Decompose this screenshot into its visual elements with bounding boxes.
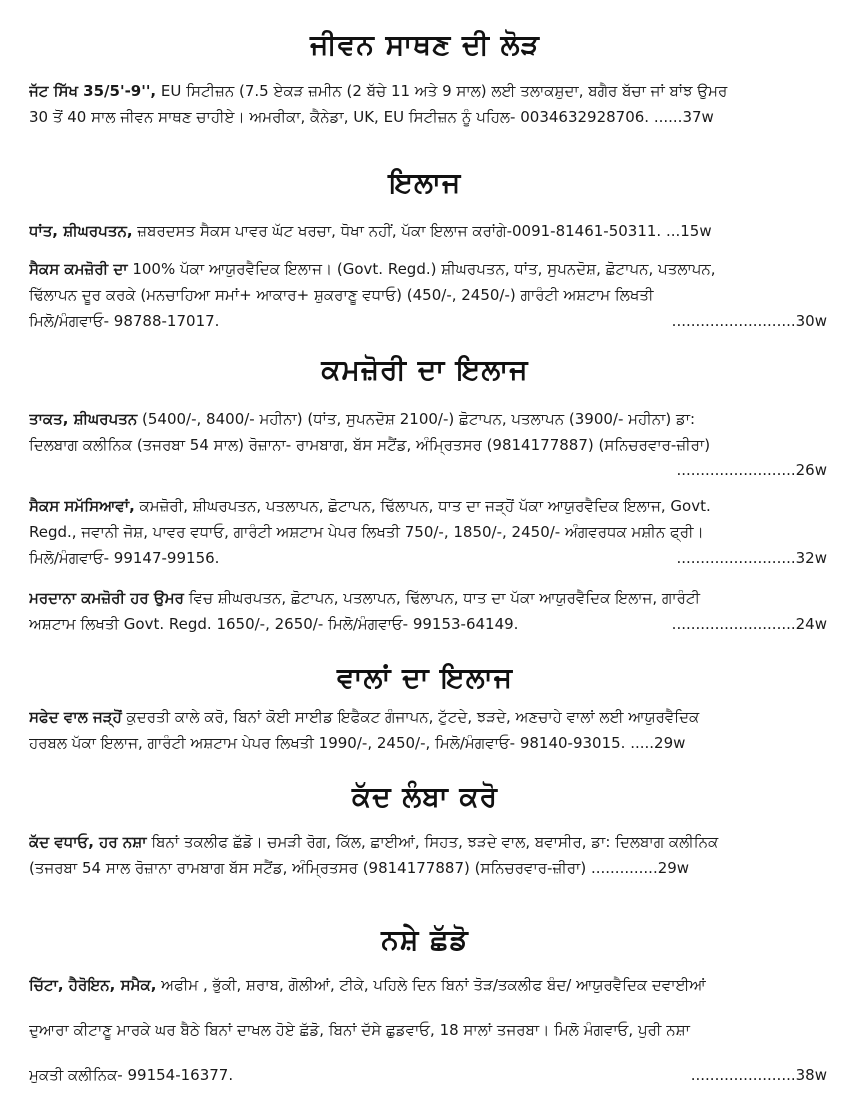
ad-lead: ਸੈਕਸ ਕਮਜ਼ੋਰੀ ਦਾ: [29, 260, 128, 278]
ad-lead: ਤਾਕਤ, ਸ਼ੀਘਰਪਤਨ: [29, 410, 138, 428]
ad-treatment-1: [29, 218, 827, 244]
section-heading-height: ਕੱਦ ਲੰਬਾ ਕਰੋ: [352, 780, 498, 813]
section-heading-hair: ਵਾਲਾਂ ਦਾ ਇਲਾਜ: [337, 661, 513, 694]
ad-lead: ਕੱਦ ਵਧਾਓ, ਹਰ ਨਸ਼ਾ: [29, 833, 147, 851]
ad-text: 100% ਪੱਕਾ ਆਯੁਰਵੈਦਿਕ ਇਲਾਜ। (Govt. Regd.) ਸ਼ੀਘਰਪਤਨ, ਧਾਂਤ, ਸੁਪਨਦੋਸ਼, ਛੋਟਾਪਨ, ਪਤਲਾਪਨ,: [127, 260, 716, 278]
ad-word-count: .........................32w: [676, 549, 827, 567]
ad-word-count: ..........................30w: [671, 312, 827, 330]
ad-line: [29, 972, 827, 1017]
ad-text: ਅਫੀਮ , ਭੁੱਕੀ, ਸ਼ਰਾਬ, ਗੋਲੀਆਂ, ਟੀਕੇ, ਪਹਿਲੇ ਦਿਨ ਬਿਨਾਂ ਤੋੜ/ਤਕਲੀਫ ਬੰਦ/ ਆਯੁਰਵੈਦਿਕ ਦਵਾਈਆਂ: [156, 976, 706, 994]
ad-line: [29, 585, 827, 611]
ad-line: [29, 406, 827, 432]
ad-lead: ਚਿੱਟਾ, ਹੈਰੋਇਨ, ਸਮੈਕ,: [29, 976, 157, 994]
ad-line: [29, 829, 827, 855]
ad-line: [29, 855, 827, 881]
ad-text: ਮਿਲੋ/ਮੰਗਵਾਓ- 98788-17017.: [29, 312, 220, 330]
ad-text: ਮੁਕਤੀ ਕਲੀਨਿਕ- 99154-16377.: [29, 1066, 234, 1084]
section-heading-addiction: ਨਸ਼ੇ ਛੱਡੋ: [381, 923, 469, 956]
ad-line: [29, 432, 827, 458]
ad-line: [29, 104, 827, 130]
ad-addiction: [29, 972, 827, 1088]
ad-line: [29, 308, 827, 334]
ad-text: (5400/-, 8400/- ਮਹੀਨਾ) (ਧਾਂਤ, ਸੁਪਨਦੋਸ਼ 2100/-) ਛੋਟਾਪਨ, ਪਤਲਾਪਨ (3900/- ਮਹੀਨਾ) ਡਾ:: [137, 410, 696, 428]
ad-hair: [29, 704, 827, 756]
ad-line: [29, 78, 827, 104]
ad-line: [29, 1017, 827, 1062]
ad-line: [29, 1062, 827, 1088]
ad-weakness-2: [29, 493, 827, 571]
ad-text: ਦੁਆਰਾ ਕੀਟਾਣੂ ਮਾਰਕੇ ਘਰ ਬੈਠੇ ਬਿਨਾਂ ਦਾਖਲ ਹੋਏ ਛੱਡੋ, ਬਿਨਾਂ ਦੱਸੇ ਛੁਡਵਾਓ, 18 ਸਾਲਾਂ ਤਜਰਬਾ। ਮਿਲੋ ਮੰਗਵਾਓ, ਪੁਰੀ ਨਸ਼ਾ: [29, 1021, 690, 1039]
ad-text: ਕੁਦਰਤੀ ਕਾਲੇ ਕਰੋ, ਬਿਨਾਂ ਕੋਈ ਸਾਈਡ ਇਫੈਕਟ ਗੰਜਾਪਨ, ਟੁੱਟਦੇ, ਝੜਦੇ, ਅਣਚਾਹੇ ਵਾਲਾਂ ਲਈ ਆਯੁਰਵੈਦਿਕ: [121, 708, 700, 726]
ad-text: Regd., ਜਵਾਨੀ ਜੋਸ਼, ਪਾਵਰ ਵਧਾਓ, ਗਾਰੰਟੀ ਅਸ਼ਟਾਮ ਪੇਪਰ ਲਿਖਤੀ 750/-, 1850/-, 2450/- ਅੰਗਵਰਧਕ ਮਸ਼ੀਨ ਫ੍ਰੀ।: [29, 523, 704, 541]
ad-treatment-2: [29, 256, 827, 334]
section-heading-matrimonial: ਜੀਵਨ ਸਾਥਣ ਦੀ ਲੋੜ: [310, 28, 540, 61]
ad-text: ਹਰਬਲ ਪੱਕਾ ਇਲਾਜ, ਗਾਰੰਟੀ ਅਸ਼ਟਾਮ ਪੇਪਰ ਲਿਖਤੀ 1990/-, 2450/-, ਮਿਲੋ/ਮੰਗਵਾਓ- 98140-93015. .....29w: [29, 734, 686, 752]
ad-word-count: .........................26w: [676, 461, 827, 479]
ad-text: ਮਿਲੋ/ਮੰਗਵਾਓ- 99147-99156.: [29, 549, 220, 567]
ad-lead: ਮਰਦਾਨਾ ਕਮਜ਼ੋਰੀ ਹਰ ਉਮਰ: [29, 589, 184, 607]
ad-text: 30 ਤੋਂ 40 ਸਾਲ ਜੀਵਨ ਸਾਥਣ ਚਾਹੀਏ। ਅਮਰੀਕਾ, ਕੈਨੇਡਾ, UK, EU ਸਿਟੀਜ਼ਨ ਨੂੰ ਪਹਿਲ- 0034632928706. ......37w: [29, 108, 714, 126]
ad-line: [29, 611, 827, 637]
ad-line: [29, 730, 827, 756]
section-heading-treatment: ਇਲਾਜ: [388, 166, 462, 199]
ad-line: [29, 493, 827, 519]
ad-word-count: ..........................24w: [671, 615, 827, 633]
ad-line: [29, 256, 827, 282]
ad-line: [29, 282, 827, 308]
section-heading-weakness: ਕਮਜ਼ੋਰੀ ਦਾ ਇਲਾਜ: [321, 353, 529, 386]
ad-line: [29, 545, 827, 571]
ad-text: ਵਿਚ ਸ਼ੀਘਰਪਤਨ, ਛੋਟਾਪਨ, ਪਤਲਾਪਨ, ਢਿੱਲਾਪਨ, ਧਾਤ ਦਾ ਪੱਕਾ ਆਯੁਰਵੈਦਿਕ ਇਲਾਜ, ਗਾਰੰਟੀ: [183, 589, 701, 607]
ad-text: (ਤਜਰਬਾ 54 ਸਾਲ ਰੋਜ਼ਾਨਾ ਰਾਮਬਾਗ ਬੱਸ ਸਟੈਂਡ, ਅੰਮ੍ਰਿਤਸਰ (9814177887) (ਸਨਿਚਰਵਾਰ-ਜ਼ੀਰਾ) ..............29w: [29, 859, 690, 877]
ad-text: ਕਮਜ਼ੋਰੀ, ਸ਼ੀਘਰਪਤਨ, ਪਤਲਾਪਨ, ਛੋਟਾਪਨ, ਢਿੱਲਾਪਨ, ਧਾਤ ਦਾ ਜੜ੍ਹੋਂ ਪੱਕਾ ਆਯੁਰਵੈਦਿਕ ਇਲਾਜ, Govt.: [134, 497, 711, 515]
ad-text: ਬਿਨਾਂ ਤਕਲੀਫ ਛੱਡੋ। ਚਮੜੀ ਰੋਗ, ਕਿੱਲ, ਛਾਈਆਂ, ਸਿਹਤ, ਝੜਦੇ ਵਾਲ, ਬਵਾਸੀਰ, ਡਾ: ਦਿਲਬਾਗ ਕਲੀਨਿਕ: [146, 833, 719, 851]
ad-line: [29, 704, 827, 730]
ad-text: ਦਿਲਬਾਗ ਕਲੀਨਿਕ (ਤਜਰਬਾ 54 ਸਾਲ) ਰੋਜ਼ਾਨਾ- ਰਾਮਬਾਗ, ਬੱਸ ਸਟੈਂਡ, ਅੰਮ੍ਰਿਤਸਰ (9814177887) (ਸਨਿਚਰਵਾਰ-ਜ਼ੀਰਾ): [29, 436, 711, 454]
ad-lead: ਜੱਟ ਸਿੱਖ 35/5'-9'',: [29, 82, 157, 100]
ad-line: [29, 519, 827, 545]
ad-word-count: ......................38w: [690, 1066, 827, 1084]
ad-lead: ਧਾਂਤ, ਸ਼ੀਘਰਪਤਨ,: [29, 222, 133, 240]
ad-weakness-3: [29, 585, 827, 637]
ad-weakness-1: [29, 406, 827, 482]
ad-line: [29, 218, 827, 244]
ad-text: ਜ਼ਬਰਦਸਤ ਸੈਕਸ ਪਾਵਰ ਘੱਟ ਖਰਚਾ, ਧੋਖਾ ਨਹੀਂ, ਪੱਕਾ ਇਲਾਜ ਕਰਾਂਗੇ-0091-81461-50311. ...15w: [132, 222, 712, 240]
ad-text: ਢਿੱਲਾਪਨ ਦੂਰ ਕਰਕੇ (ਮਨਚਾਹਿਆ ਸਮਾਂ+ ਆਕਾਰ+ ਸ਼ੁਕਰਾਣੂ ਵਧਾਓ) (450/-, 2450/-) ਗਾਰੰਟੀ ਅਸ਼ਟਾਮ ਲਿਖਤੀ: [29, 286, 654, 304]
ad-lead: ਸੈਕਸ ਸਮੱਸਿਆਵਾਂ,: [29, 497, 135, 515]
ad-text: EU ਸਿਟੀਜ਼ਨ (7.5 ਏਕੜ ਜ਼ਮੀਨ (2 ਬੱਚੇ 11 ਅਤੇ 9 ਸਾਲ) ਲਈ ਤਲਾਕਸ਼ੁਦਾ, ਬਗੈਰ ਬੱਚਾ ਜਾਂ ਬਾਂਝ ਉਮਰ: [156, 82, 728, 100]
ad-height: [29, 829, 827, 881]
ad-text: ਅਸ਼ਟਾਮ ਲਿਖਤੀ Govt. Regd. 1650/-, 2650/- ਮਿਲੋ/ਮੰਗਵਾਓ- 99153-64149.: [29, 615, 519, 633]
ad-lead: ਸਫੇਦ ਵਾਲ ਜੜ੍ਹੋਂ: [29, 708, 122, 726]
ad-matrimonial: [29, 78, 827, 130]
